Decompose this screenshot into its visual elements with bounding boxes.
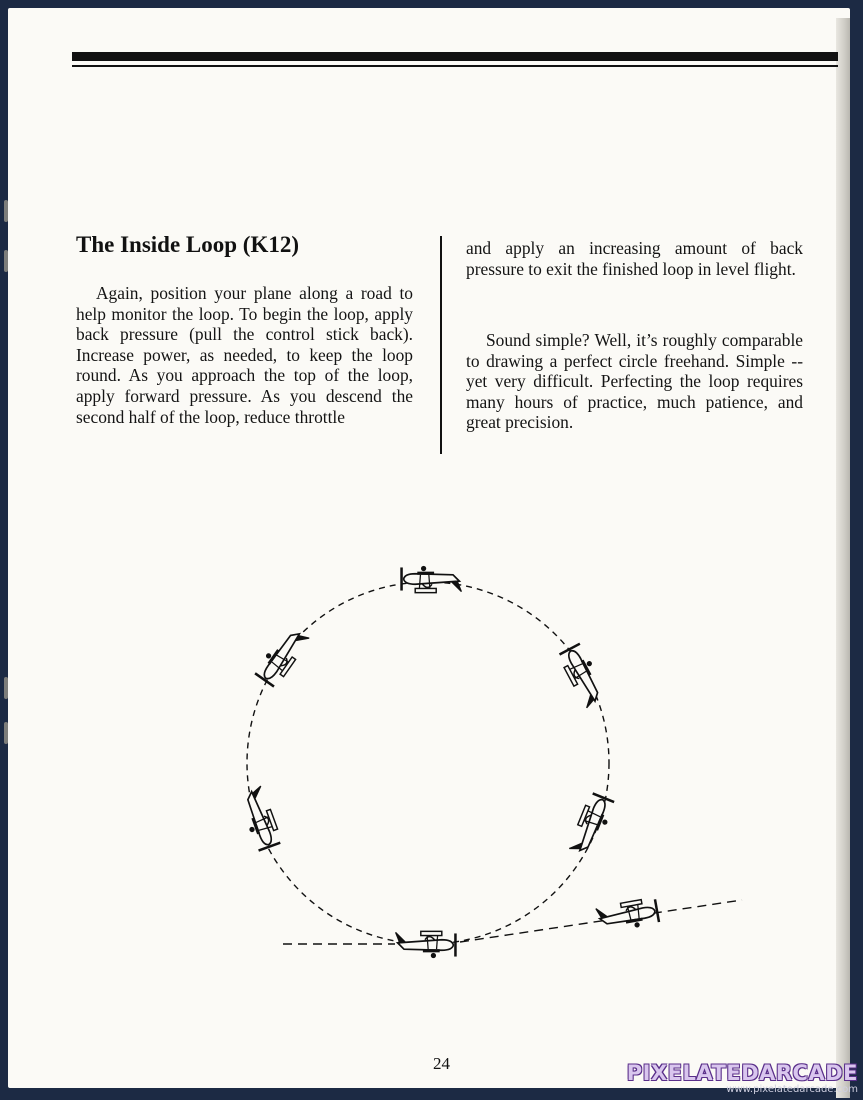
- right-column-paragraph-2: Sound simple? Well, it’s roughly comparable to drawing a perfect circle freehand. Simple -- yet very difficult. Perfecting the loop requires many hours of practice, much patience, and great precision.: [466, 330, 803, 433]
- watermark-brand: PIXELATEDARCADE: [626, 1061, 858, 1085]
- biplane-position-climb: [568, 793, 615, 859]
- left-column-paragraph: Again, position your plane along a road to help monitor the loop. To begin the loop, apply back pressure (pull the control stick back). Increase power, as needed, to keep the loop round. As you approach the top of the loop, apply forward pressure. As you descend the second half of the loop, reduce throttle: [76, 283, 413, 427]
- right-column-paragraph-1: and apply an increasing amount of back pressure to exit the finished loop in level flight.: [466, 238, 803, 279]
- biplane-position-entry: [396, 931, 456, 958]
- biplane-position-exit: [596, 897, 660, 934]
- exit-path-line: [460, 900, 742, 942]
- biplane-position-upper-left: [254, 623, 310, 687]
- biplane-position-top: [402, 566, 462, 593]
- page-number: 24: [433, 1054, 450, 1073]
- watermark: [627, 1062, 858, 1096]
- biplane-position-upper-right: [558, 643, 610, 708]
- biplane-position-descent: [237, 786, 283, 851]
- section-heading: The Inside Loop (K12): [76, 232, 300, 257]
- watermark-url: www.pixelatedarcade.com: [726, 1084, 858, 1095]
